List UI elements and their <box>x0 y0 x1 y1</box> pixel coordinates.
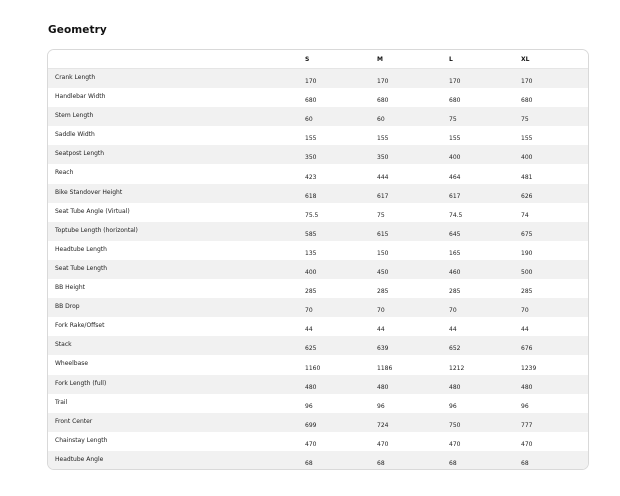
value-cell-size-l: 1212 <box>442 355 514 374</box>
value-cell-size-xl: 75 <box>514 107 588 126</box>
row-label: Stem Length <box>48 107 298 126</box>
value-cell-size-xl: 70 <box>514 298 588 317</box>
value-cell-size-s: 155 <box>298 126 370 145</box>
row-label: Toptube Length (horizontal) <box>48 222 298 241</box>
value-cell-size-l: 480 <box>442 375 514 394</box>
table-row <box>48 164 588 183</box>
value-cell-size-s: 350 <box>298 145 370 164</box>
table-row <box>48 413 588 432</box>
table-row <box>48 241 588 260</box>
table-row <box>48 69 588 89</box>
row-label: Stack <box>48 336 298 355</box>
value-cell-size-l: 617 <box>442 184 514 203</box>
row-label: Headtube Angle <box>48 451 298 470</box>
value-cell-size-xl: 170 <box>514 69 588 89</box>
value-cell-size-l: 470 <box>442 432 514 451</box>
value-cell-size-xl: 68 <box>514 451 588 470</box>
value-cell-size-l: 96 <box>442 394 514 413</box>
value-cell-size-s: 70 <box>298 298 370 317</box>
table-row <box>48 336 588 355</box>
value-cell-size-s: 68 <box>298 451 370 470</box>
row-label: Front Center <box>48 413 298 432</box>
table-row <box>48 298 588 317</box>
value-cell-size-m: 724 <box>370 413 442 432</box>
row-label: Handlebar Width <box>48 88 298 107</box>
value-cell-size-m: 70 <box>370 298 442 317</box>
table-body <box>48 69 588 470</box>
table-row <box>48 279 588 298</box>
value-cell-size-xl: 285 <box>514 279 588 298</box>
value-cell-size-m: 617 <box>370 184 442 203</box>
table-row <box>48 203 588 222</box>
value-cell-size-xl: 74 <box>514 203 588 222</box>
value-cell-size-s: 60 <box>298 107 370 126</box>
value-cell-size-m: 44 <box>370 317 442 336</box>
value-cell-size-m: 615 <box>370 222 442 241</box>
value-cell-size-s: 1160 <box>298 355 370 374</box>
value-cell-size-l: 285 <box>442 279 514 298</box>
value-cell-size-l: 170 <box>442 69 514 89</box>
value-cell-size-m: 60 <box>370 107 442 126</box>
value-cell-size-l: 165 <box>442 241 514 260</box>
value-cell-size-l: 652 <box>442 336 514 355</box>
value-cell-size-xl: 190 <box>514 241 588 260</box>
value-cell-size-s: 400 <box>298 260 370 279</box>
value-cell-size-s: 285 <box>298 279 370 298</box>
value-cell-size-m: 1186 <box>370 355 442 374</box>
value-cell-size-s: 618 <box>298 184 370 203</box>
table-header-row <box>48 50 588 69</box>
value-cell-size-xl: 470 <box>514 432 588 451</box>
value-cell-size-m: 150 <box>370 241 442 260</box>
value-cell-size-xl: 96 <box>514 394 588 413</box>
header-cell-size-s: S <box>298 50 370 69</box>
value-cell-size-l: 464 <box>442 164 514 183</box>
value-cell-size-m: 680 <box>370 88 442 107</box>
value-cell-size-l: 460 <box>442 260 514 279</box>
value-cell-size-s: 423 <box>298 164 370 183</box>
value-cell-size-s: 96 <box>298 394 370 413</box>
header-cell-measurement <box>48 50 298 69</box>
value-cell-size-s: 680 <box>298 88 370 107</box>
value-cell-size-m: 639 <box>370 336 442 355</box>
table-row <box>48 375 588 394</box>
header-cell-size-l: L <box>442 50 514 69</box>
value-cell-size-m: 96 <box>370 394 442 413</box>
table-row <box>48 222 588 241</box>
value-cell-size-xl: 777 <box>514 413 588 432</box>
table-row <box>48 126 588 145</box>
value-cell-size-s: 44 <box>298 317 370 336</box>
table-row <box>48 451 588 470</box>
value-cell-size-l: 44 <box>442 317 514 336</box>
value-cell-size-s: 170 <box>298 69 370 89</box>
value-cell-size-xl: 675 <box>514 222 588 241</box>
value-cell-size-l: 70 <box>442 298 514 317</box>
table-row <box>48 394 588 413</box>
table-row <box>48 88 588 107</box>
value-cell-size-m: 470 <box>370 432 442 451</box>
value-cell-size-l: 645 <box>442 222 514 241</box>
row-label: Seatpost Length <box>48 145 298 164</box>
value-cell-size-m: 155 <box>370 126 442 145</box>
value-cell-size-s: 75.5 <box>298 203 370 222</box>
row-label: Fork Rake/Offset <box>48 317 298 336</box>
value-cell-size-m: 350 <box>370 145 442 164</box>
geometry-table <box>48 50 588 470</box>
row-label: Wheelbase <box>48 355 298 374</box>
value-cell-size-s: 480 <box>298 375 370 394</box>
header-cell-size-xl: XL <box>514 50 588 69</box>
row-label: Seat Tube Length <box>48 260 298 279</box>
value-cell-size-s: 585 <box>298 222 370 241</box>
row-label: BB Height <box>48 279 298 298</box>
value-cell-size-xl: 481 <box>514 164 588 183</box>
value-cell-size-l: 74.5 <box>442 203 514 222</box>
row-label: Headtube Length <box>48 241 298 260</box>
table-row <box>48 145 588 164</box>
table-row <box>48 355 588 374</box>
value-cell-size-m: 444 <box>370 164 442 183</box>
value-cell-size-l: 68 <box>442 451 514 470</box>
value-cell-size-xl: 680 <box>514 88 588 107</box>
row-label: BB Drop <box>48 298 298 317</box>
table-row <box>48 107 588 126</box>
value-cell-size-l: 155 <box>442 126 514 145</box>
row-label: Fork Length (full) <box>48 375 298 394</box>
row-label: Seat Tube Angle (Virtual) <box>48 203 298 222</box>
row-label: Crank Length <box>48 69 298 89</box>
value-cell-size-l: 75 <box>442 107 514 126</box>
value-cell-size-xl: 676 <box>514 336 588 355</box>
value-cell-size-xl: 500 <box>514 260 588 279</box>
table-row <box>48 260 588 279</box>
value-cell-size-s: 699 <box>298 413 370 432</box>
value-cell-size-xl: 155 <box>514 126 588 145</box>
value-cell-size-m: 285 <box>370 279 442 298</box>
geometry-table-container <box>47 49 589 470</box>
value-cell-size-m: 68 <box>370 451 442 470</box>
row-label: Bike Standover Height <box>48 184 298 203</box>
value-cell-size-xl: 400 <box>514 145 588 164</box>
value-cell-size-m: 170 <box>370 69 442 89</box>
value-cell-size-l: 680 <box>442 88 514 107</box>
header-cell-size-m: M <box>370 50 442 69</box>
value-cell-size-s: 135 <box>298 241 370 260</box>
value-cell-size-s: 470 <box>298 432 370 451</box>
row-label: Reach <box>48 164 298 183</box>
row-label: Saddle Width <box>48 126 298 145</box>
value-cell-size-xl: 480 <box>514 375 588 394</box>
section-title: Geometry <box>48 24 107 36</box>
value-cell-size-l: 400 <box>442 145 514 164</box>
table-row <box>48 184 588 203</box>
value-cell-size-m: 75 <box>370 203 442 222</box>
value-cell-size-xl: 626 <box>514 184 588 203</box>
value-cell-size-m: 450 <box>370 260 442 279</box>
value-cell-size-xl: 44 <box>514 317 588 336</box>
value-cell-size-s: 625 <box>298 336 370 355</box>
value-cell-size-m: 480 <box>370 375 442 394</box>
value-cell-size-xl: 1239 <box>514 355 588 374</box>
row-label: Trail <box>48 394 298 413</box>
value-cell-size-l: 750 <box>442 413 514 432</box>
table-row <box>48 432 588 451</box>
table-row <box>48 317 588 336</box>
row-label: Chainstay Length <box>48 432 298 451</box>
